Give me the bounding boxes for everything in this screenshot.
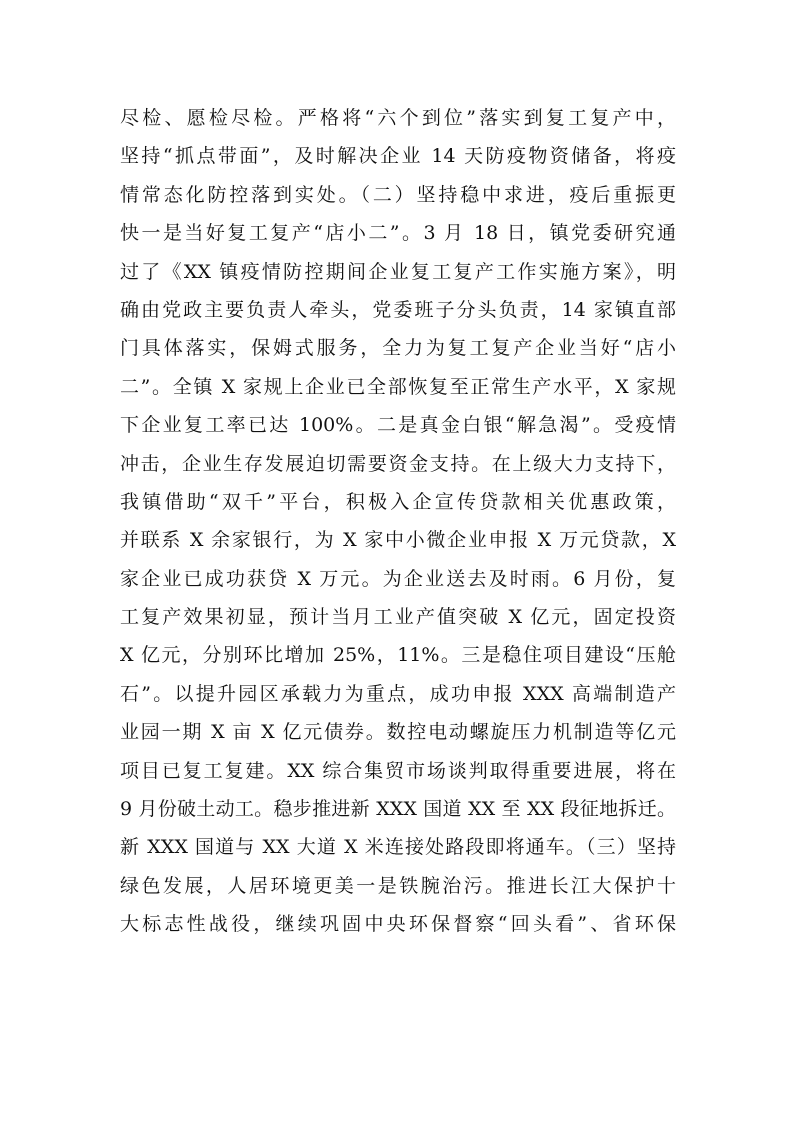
text-line: 过了《XX 镇疫情防控期间企业复工复产工作实施方案》，明 [120,260,676,283]
text-line: 新 XXX 国道与 XX 大道 X 米连接处路段即将通车。（三）坚持 [120,836,676,859]
text-line: 情常态化防控落到实处。（二）坚持稳中求进，疫后重振更 [120,183,676,206]
text-line: 我镇借助“双千”平台，积极入企宣传贷款相关优惠政策， [120,490,676,513]
text-line: 石”。以提升园区承载力为重点，成功申报 XXX 高端制造产 [120,682,676,705]
text-line: 业园一期 X 亩 X 亿元债券。数控电动螺旋压力机制造等亿元 [120,721,676,744]
text-line: 家企业已成功获贷 X 万元。为企业送去及时雨。6 月份，复 [120,567,676,590]
text-line: 工复产效果初显，预计当月工业产值突破 X 亿元，固定投资 [120,606,676,629]
text-line: 冲击，企业生存发展迫切需要资金支持。在上级大力支持下， [120,452,676,475]
text-line: X 亿元，分别环比增加 25%，11%。三是稳住项目建设“压舱 [120,644,676,667]
text-line: 确由党政主要负责人牵头，党委班子分头负责，14 家镇直部 [120,298,676,321]
text-line: 坚持“抓点带面”，及时解决企业 14 天防疫物资储备，将疫 [120,145,676,168]
text-line: 下企业复工率已达 100%。二是真金白银“解急渴”。受疫情 [120,414,676,437]
text-line: 9 月份破土动工。稳步推进新 XXX 国道 XX 至 XX 段征地拆迁。 [120,798,676,821]
text-line: 并联系 X 余家银行，为 X 家中小微企业申报 X 万元贷款，X [120,529,676,552]
text-line: 尽检、愿检尽检。严格将“六个到位”落实到复工复产中， [120,107,676,129]
text-line: 项目已复工复建。XX 综合集贸市场谈判取得重要进展，将在 [120,759,676,782]
text-line: 绿色发展，人居环境更美一是铁腕治污。推进长江大保护十 [120,874,676,897]
text-line: 大标志性战役，继续巩固中央环保督察“回头看”、省环保 [120,913,676,936]
body-text [120,99,676,944]
text-line: 门具体落实，保姆式服务，全力为复工复产企业当好“店小 [120,337,676,360]
text-line: 二”。全镇 X 家规上企业已全部恢复至正常生产水平，X 家规 [120,375,676,398]
text-line: 快一是当好复工复产“店小二”。3 月 18 日，镇党委研究通 [120,222,676,245]
